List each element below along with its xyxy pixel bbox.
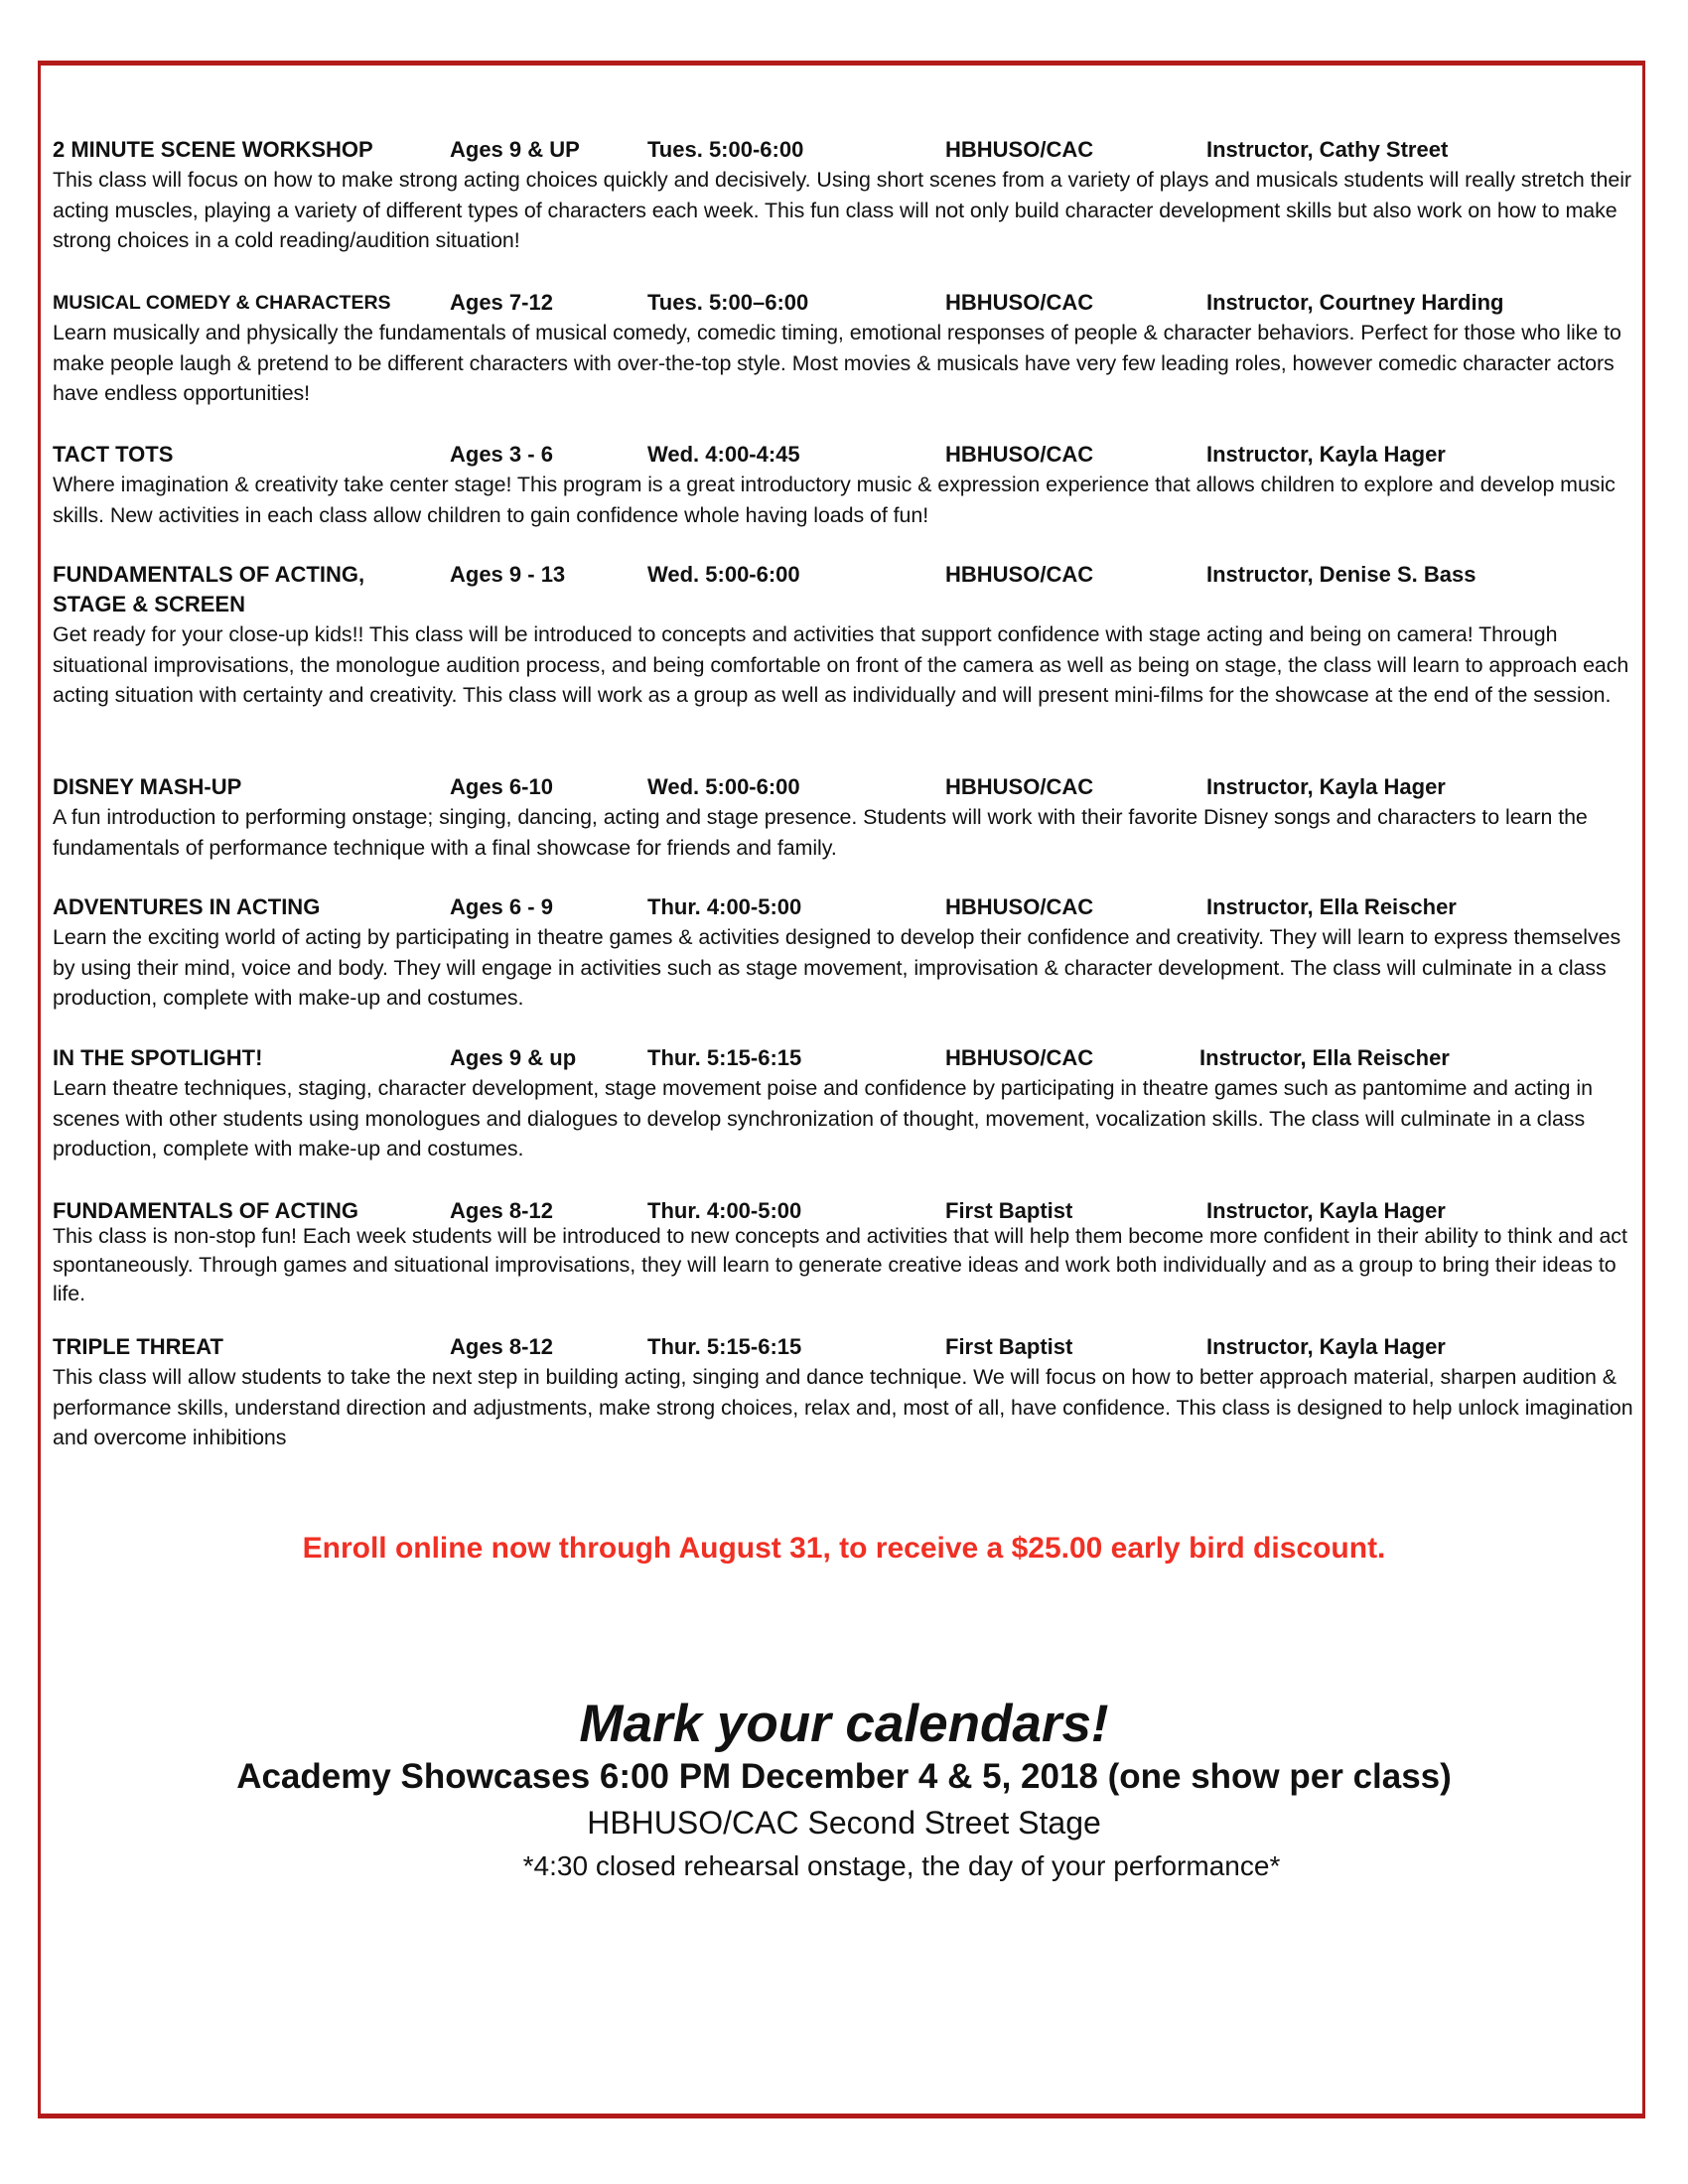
class-title: ADVENTURES IN ACTING xyxy=(53,894,321,919)
class-description: A fun introduction to performing onstage; singing, dancing, acting and stage presence. Students will work with their favorite Disney songs and characters to learn the fundamentals of performance technique with a final showcase for friends and family. xyxy=(53,805,1588,860)
class-description: This class will focus on how to make strong acting choices quickly and decisively. Using short scenes from a variety of plays and musicals students will really stretch their acting muscles, playing a variety of different types of characters each week. This fun class will not only build character development skills but also work on how to make strong choices in a cold reading/audition situation! xyxy=(53,168,1631,252)
class-title: TACT TOTS xyxy=(53,442,174,467)
class-listing xyxy=(53,560,1641,711)
class-instructor: Instructor, Kayla Hager xyxy=(1206,1198,1446,1223)
class-time: Thur. 5:15-6:15 xyxy=(647,1334,802,1359)
class-location: First Baptist xyxy=(945,1198,1073,1223)
class-instructor: Instructor, Ella Reischer xyxy=(1206,894,1457,919)
class-instructor: Instructor, Ella Reischer xyxy=(1199,1045,1450,1070)
class-title: IN THE SPOTLIGHT! xyxy=(53,1045,263,1070)
class-ages: Ages 7-12 xyxy=(450,290,553,315)
class-ages: Ages 8-12 xyxy=(450,1334,553,1359)
class-header xyxy=(53,1332,1641,1362)
class-listing xyxy=(53,772,1641,863)
class-location: HBHUSO/CAC xyxy=(945,137,1094,162)
class-header xyxy=(53,772,1641,802)
class-header xyxy=(53,135,1641,165)
class-title: FUNDAMENTALS OF ACTING xyxy=(53,1198,358,1223)
class-ages: Ages 9 & up xyxy=(450,1045,577,1070)
class-title: DISNEY MASH-UP xyxy=(53,774,242,799)
class-description: Learn the exciting world of acting by participating in theatre games & activities designed to develop their confidence and creativity. They will learn to express themselves by using their mind, voice and body. They will engage in activities such as stage movement, improvisation & character development. The class will culminate in a class production, complete with make-up and costumes. xyxy=(53,925,1621,1010)
class-header xyxy=(53,288,1641,318)
class-ages: Ages 6 - 9 xyxy=(450,894,553,919)
class-listing xyxy=(53,440,1641,530)
class-listing xyxy=(53,1196,1641,1308)
class-ages: Ages 8-12 xyxy=(450,1198,553,1223)
class-time: Thur. 4:00-5:00 xyxy=(647,1198,802,1223)
calendar-heading: Mark your calendars! xyxy=(579,1695,1109,1753)
class-instructor: Instructor, Kayla Hager xyxy=(1206,774,1446,799)
class-header xyxy=(53,560,1641,590)
class-description: Get ready for your close-up kids!! This class will be introduced to concepts and activities that support confidence with stage acting and being on camera! Through situational improvisations, the monologue audition process, and being comfortable on front of the camera as well as being on stage, the class will learn to approach each acting situation with certainty and creativity. This class will work as a group as well as individually and will present mini-films for the showcase at the end of the session. xyxy=(53,622,1629,707)
class-location: HBHUSO/CAC xyxy=(945,562,1094,587)
class-location: HBHUSO/CAC xyxy=(945,442,1094,467)
class-instructor: Instructor, Cathy Street xyxy=(1206,137,1449,162)
class-location: HBHUSO/CAC xyxy=(945,290,1094,315)
class-location: HBHUSO/CAC xyxy=(945,774,1094,799)
class-header xyxy=(53,892,1641,922)
class-header xyxy=(53,1043,1641,1073)
class-ages: Ages 6-10 xyxy=(450,774,553,799)
class-listing xyxy=(53,288,1641,409)
class-title: 2 MINUTE SCENE WORKSHOP xyxy=(53,137,373,162)
class-listing xyxy=(53,892,1641,1014)
class-title: MUSICAL COMEDY & CHARACTERS xyxy=(53,292,391,314)
class-location: HBHUSO/CAC xyxy=(945,1045,1094,1070)
class-ages: Ages 9 - 13 xyxy=(450,562,566,587)
class-title: TRIPLE THREAT xyxy=(53,1334,223,1359)
class-listing xyxy=(53,1043,1641,1164)
class-description: Learn theatre techniques, staging, character development, stage movement poise and confidence by participating in theatre games such as pantomime and acting in scenes with other students using monologues and dialogues to develop synchronization of thought, movement, vocalization skills. The class will culminate in a class production, complete with make-up and costumes. xyxy=(53,1076,1593,1160)
class-listing xyxy=(53,135,1641,256)
class-time: Thur. 4:00-5:00 xyxy=(647,894,802,919)
class-instructor: Instructor, Denise S. Bass xyxy=(1206,562,1477,587)
class-time: Wed. 5:00-6:00 xyxy=(647,774,800,799)
class-location: HBHUSO/CAC xyxy=(945,894,1094,919)
class-time: Wed. 5:00-6:00 xyxy=(647,562,800,587)
class-location: First Baptist xyxy=(945,1334,1073,1359)
class-subtitle: STAGE & SCREEN xyxy=(53,592,245,616)
class-instructor: Instructor, Kayla Hager xyxy=(1206,442,1446,467)
class-time: Wed. 4:00-4:45 xyxy=(647,442,800,467)
class-title: FUNDAMENTALS OF ACTING, xyxy=(53,562,365,587)
class-description: Learn musically and physically the fundamentals of musical comedy, comedic timing, emotional responses of people & character behaviors. Perfect for those who like to make people laugh & pretend to be different characters with over-the-top style. Most movies & musicals have very few leading roles, however comedic character actors have endless opportunities! xyxy=(53,321,1621,405)
class-instructor: Instructor, Courtney Harding xyxy=(1206,290,1504,315)
class-ages: Ages 3 - 6 xyxy=(450,442,553,467)
showcase-venue: HBHUSO/CAC Second Street Stage xyxy=(587,1805,1101,1841)
class-header xyxy=(53,440,1641,470)
class-time: Tues. 5:00-6:00 xyxy=(647,137,804,162)
rehearsal-note: *4:30 closed rehearsal onstage, the day of your performance* xyxy=(522,1850,1281,1881)
class-listing xyxy=(53,1332,1641,1453)
class-ages: Ages 9 & UP xyxy=(450,137,580,162)
class-description: This class will allow students to take the next step in building acting, singing and dance technique. We will focus on how to better approach material, sharpen audition & performance skills, understand direction and adjustments, make strong choices, relax and, most of all, have confidence. This class is designed to help unlock imagination and overcome inhibitions xyxy=(53,1365,1633,1449)
early-bird-notice: Enroll online now through August 31, to receive a $25.00 early bird discount. xyxy=(302,1532,1386,1565)
class-description: This class is non-stop fun! Each week students will be introduced to new concepts and activities that will help them become more confident in their ability to think and act spontaneously. Through games and situational improvisations, they will learn to generate creative ideas and work both individually and as a group to bring their ideas to life. xyxy=(53,1224,1627,1305)
class-header xyxy=(53,1196,1641,1222)
showcase-date: Academy Showcases 6:00 PM December 4 & 5, 2018 (one show per class) xyxy=(236,1757,1452,1796)
class-instructor: Instructor, Kayla Hager xyxy=(1206,1334,1446,1359)
class-description: Where imagination & creativity take center stage! This program is a great introductory music & expression experience that allows children to explore and develop music skills. New activities in each class allow children to gain confidence whole having loads of fun! xyxy=(53,473,1616,527)
class-time: Tues. 5:00–6:00 xyxy=(647,290,809,315)
class-time: Thur. 5:15-6:15 xyxy=(647,1045,802,1070)
